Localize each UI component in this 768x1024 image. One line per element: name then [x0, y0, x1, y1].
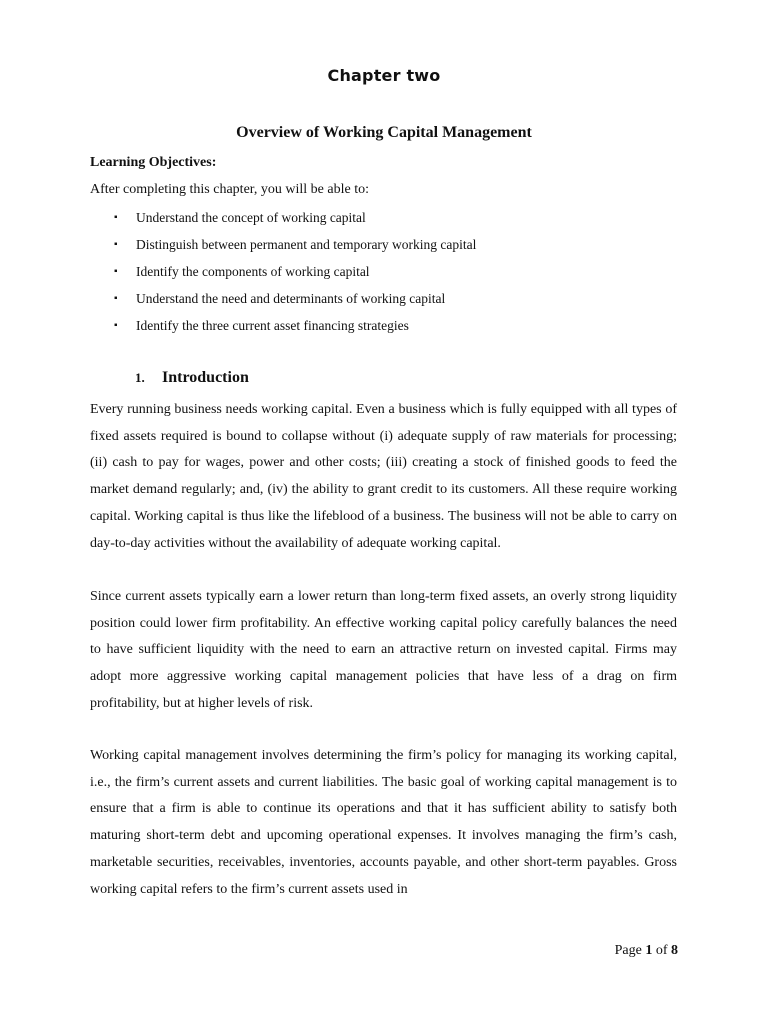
page-number — [615, 943, 678, 959]
page-word: Page — [614, 943, 642, 958]
objective-text: Understand the concept of working capital — [136, 210, 366, 225]
objective-text: Identify the three current asset financing strategies — [136, 318, 409, 333]
introduction-title: Introduction — [162, 369, 249, 386]
bullet-icon: ▪ — [114, 320, 118, 331]
learning-objectives-label: Learning Objectives: — [90, 155, 217, 170]
current-page: 1 — [645, 943, 653, 958]
paragraph-1: Every running business needs working capital. Even a business which is fully equipped with all types of fixed assets required is bound to collapse without (i) adequate supply of raw materials for processing; (ii) cash to pay for wages, power and other costs; (iii) creating a stock of finished goods to feed the market demand regularly; and, (iv) the ability to grant credit to its customers. All these require working capital. Working capital is thus like the lifeblood of a business. The business will not be able to carry on day-to-day activities without the availability of adequate working capital. — [90, 402, 677, 551]
bullet-icon: ▪ — [114, 239, 118, 250]
objective-text: Identify the components of working capital — [136, 264, 370, 279]
section-number: 1. — [135, 370, 145, 385]
of-word: of — [655, 943, 668, 958]
chapter-title: Chapter two — [327, 66, 441, 85]
introduction-heading — [135, 369, 249, 387]
paragraph-2: Since current assets typically earn a lower return than long-term fixed assets, an overly strong liquidity position could lower firm profitability. An effective working capital policy carefully balances the need to have sufficient liquidity with the need to earn an attractive return on invested capital. Firms may adopt more aggressive working capital management policies that have less of a drag on firm profitability, but at higher levels of risk. — [90, 589, 677, 711]
objective-text: Understand the need and determinants of working capital — [136, 291, 446, 306]
bullet-icon: ▪ — [114, 266, 118, 277]
section-heading: Overview of Working Capital Management — [236, 124, 532, 141]
learning-objectives-intro: After completing this chapter, you will be able to: — [90, 182, 369, 197]
bullet-icon: ▪ — [114, 212, 118, 223]
total-pages: 8 — [671, 943, 678, 958]
bullet-icon: ▪ — [114, 293, 118, 304]
paragraph-3: Working capital management involves determining the firm’s policy for managing its working capital, i.e., the firm’s current assets and current liabilities. The basic goal of working capital management is to ensure that a firm is able to continue its operations and that it has sufficient ability to satisfy both maturing short-term debt and upcoming operational expenses. It involves managing the firm’s cash, marketable securities, receivables, inventories, accounts payable, and other short-term payables. Gross working capital refers to the firm’s current assets used in — [90, 748, 677, 897]
objective-text: Distinguish between permanent and temporary working capital — [136, 237, 477, 252]
